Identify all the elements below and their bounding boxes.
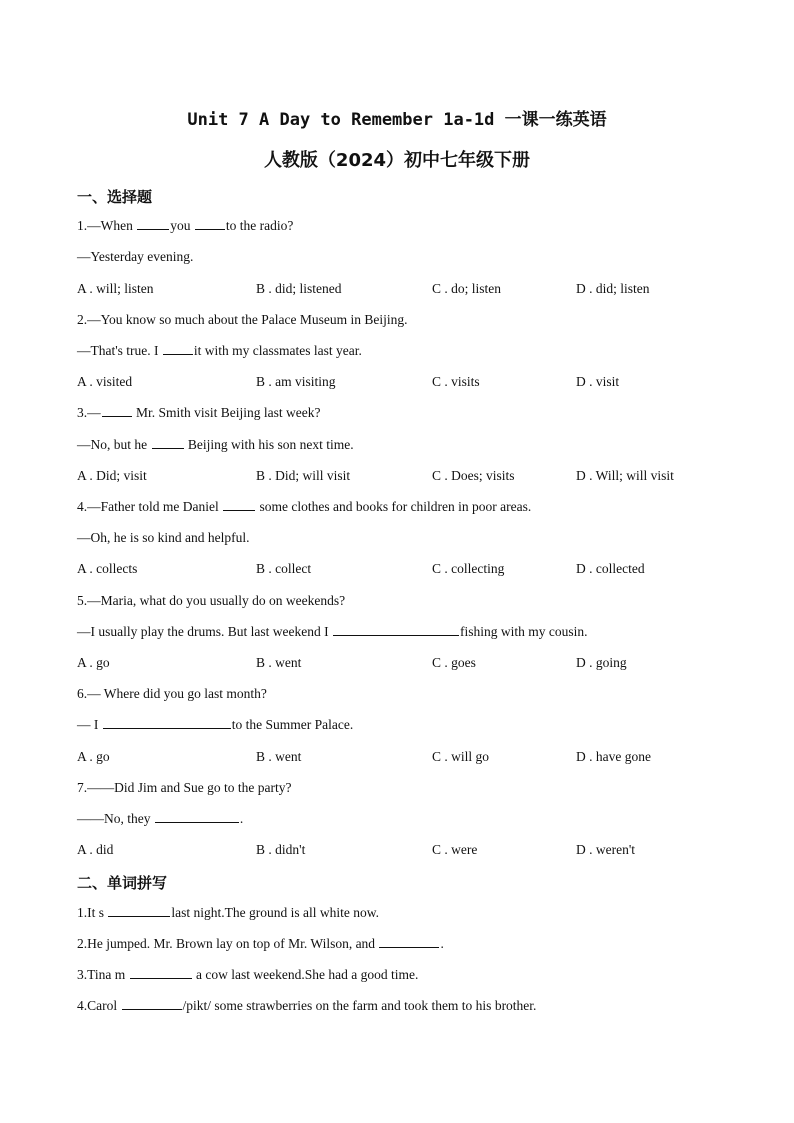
option-a[interactable]: A . will; listen [77,281,154,296]
question-4-reply: —Oh, he is so kind and helpful. [77,530,250,545]
option-b[interactable]: B . went [256,655,302,670]
answer-blank [152,436,184,449]
answer-blank [137,217,169,230]
option-d[interactable]: D . did; listen [576,281,650,296]
question-5-prompt: 5.—Maria, what do you usually do on weekends? [77,593,346,608]
option-c[interactable]: C . were [432,842,478,857]
question-1-prompt: 1.—When you to the radio? [77,218,294,233]
answer-blank [333,623,459,636]
answer-blank[interactable] [130,966,192,979]
option-b[interactable]: B . didn't [256,842,306,857]
option-b[interactable]: B . did; listened [256,281,342,296]
question-7-reply: ——No, they . [77,811,244,826]
option-b[interactable]: B . am visiting [256,374,336,389]
question-5-options [77,654,777,672]
question-3-prompt: 3.— Mr. Smith visit Beijing last week? [77,405,321,420]
option-d[interactable]: D . visit [576,374,620,389]
question-4-prompt: 4.—Father told me Daniel some clothes and books for children in poor areas. [77,499,532,514]
question-6-reply: — I to the Summer Palace. [77,717,354,732]
question-1-options [77,280,777,298]
option-b[interactable]: B . Did; will visit [256,468,351,483]
question-2-options [77,373,777,391]
answer-blank [103,716,231,729]
question-5-reply: —I usually play the drums. But last weekend I fishing with my cousin. [77,624,588,639]
question-7-options [77,841,777,859]
option-d[interactable]: D . Will; will visit [576,468,674,483]
option-d[interactable]: D . have gone [576,749,651,764]
answer-blank [195,217,225,230]
answer-blank[interactable] [122,997,182,1010]
option-b[interactable]: B . went [256,749,302,764]
option-d[interactable]: D . weren't [576,842,636,857]
question-7-prompt: 7.——Did Jim and Sue go to the party? [77,780,292,795]
option-a[interactable]: A . did [77,842,114,857]
answer-blank [223,498,255,511]
option-c[interactable]: C . Does; visits [432,468,515,483]
option-d[interactable]: D . going [576,655,627,670]
question-3-options [77,467,777,485]
option-b[interactable]: B . collect [256,561,312,576]
spelling-item-1: 1.It s last night.The ground is all white now. [77,905,379,920]
option-a[interactable]: A . visited [77,374,133,389]
worksheet-subtitle: 人教版（2024）初中七年级下册 [263,150,531,171]
section-heading-spelling: 二、单词拼写 [77,874,168,892]
answer-blank[interactable] [108,904,170,917]
question-2-prompt: 2.—You know so much about the Palace Museum in Beijing. [77,312,408,327]
option-c[interactable]: C . do; listen [432,281,502,296]
section-heading-choice: 一、选择题 [77,188,153,206]
question-3-reply: —No, but he Beijing with his son next time. [77,437,354,452]
option-a[interactable]: A . Did; visit [77,468,147,483]
spelling-item-2: 2.He jumped. Mr. Brown lay on top of Mr. Wilson, and . [77,936,444,951]
option-d[interactable]: D . collected [576,561,645,576]
question-2-reply: —That's true. I it with my classmates last year. [77,343,362,358]
question-4-options [77,560,777,578]
answer-blank [163,342,193,355]
option-c[interactable]: C . goes [432,655,476,670]
spelling-item-4: 4.Carol /pikt/ some strawberries on the farm and took them to his brother. [77,998,537,1013]
option-c[interactable]: C . will go [432,749,490,764]
question-1-reply: —Yesterday evening. [77,249,194,264]
option-c[interactable]: C . collecting [432,561,505,576]
answer-blank [102,404,132,417]
option-a[interactable]: A . go [77,749,110,764]
spelling-item-3: 3.Tina m a cow last weekend.She had a good time. [77,967,419,982]
option-a[interactable]: A . collects [77,561,138,576]
answer-blank[interactable] [379,935,439,948]
worksheet-title: Unit 7 A Day to Remember 1a-1d 一课一练英语 [187,110,607,130]
question-6-options [77,748,777,766]
option-a[interactable]: A . go [77,655,110,670]
question-6-prompt: 6.— Where did you go last month? [77,686,267,701]
answer-blank [155,810,239,823]
option-c[interactable]: C . visits [432,374,480,389]
